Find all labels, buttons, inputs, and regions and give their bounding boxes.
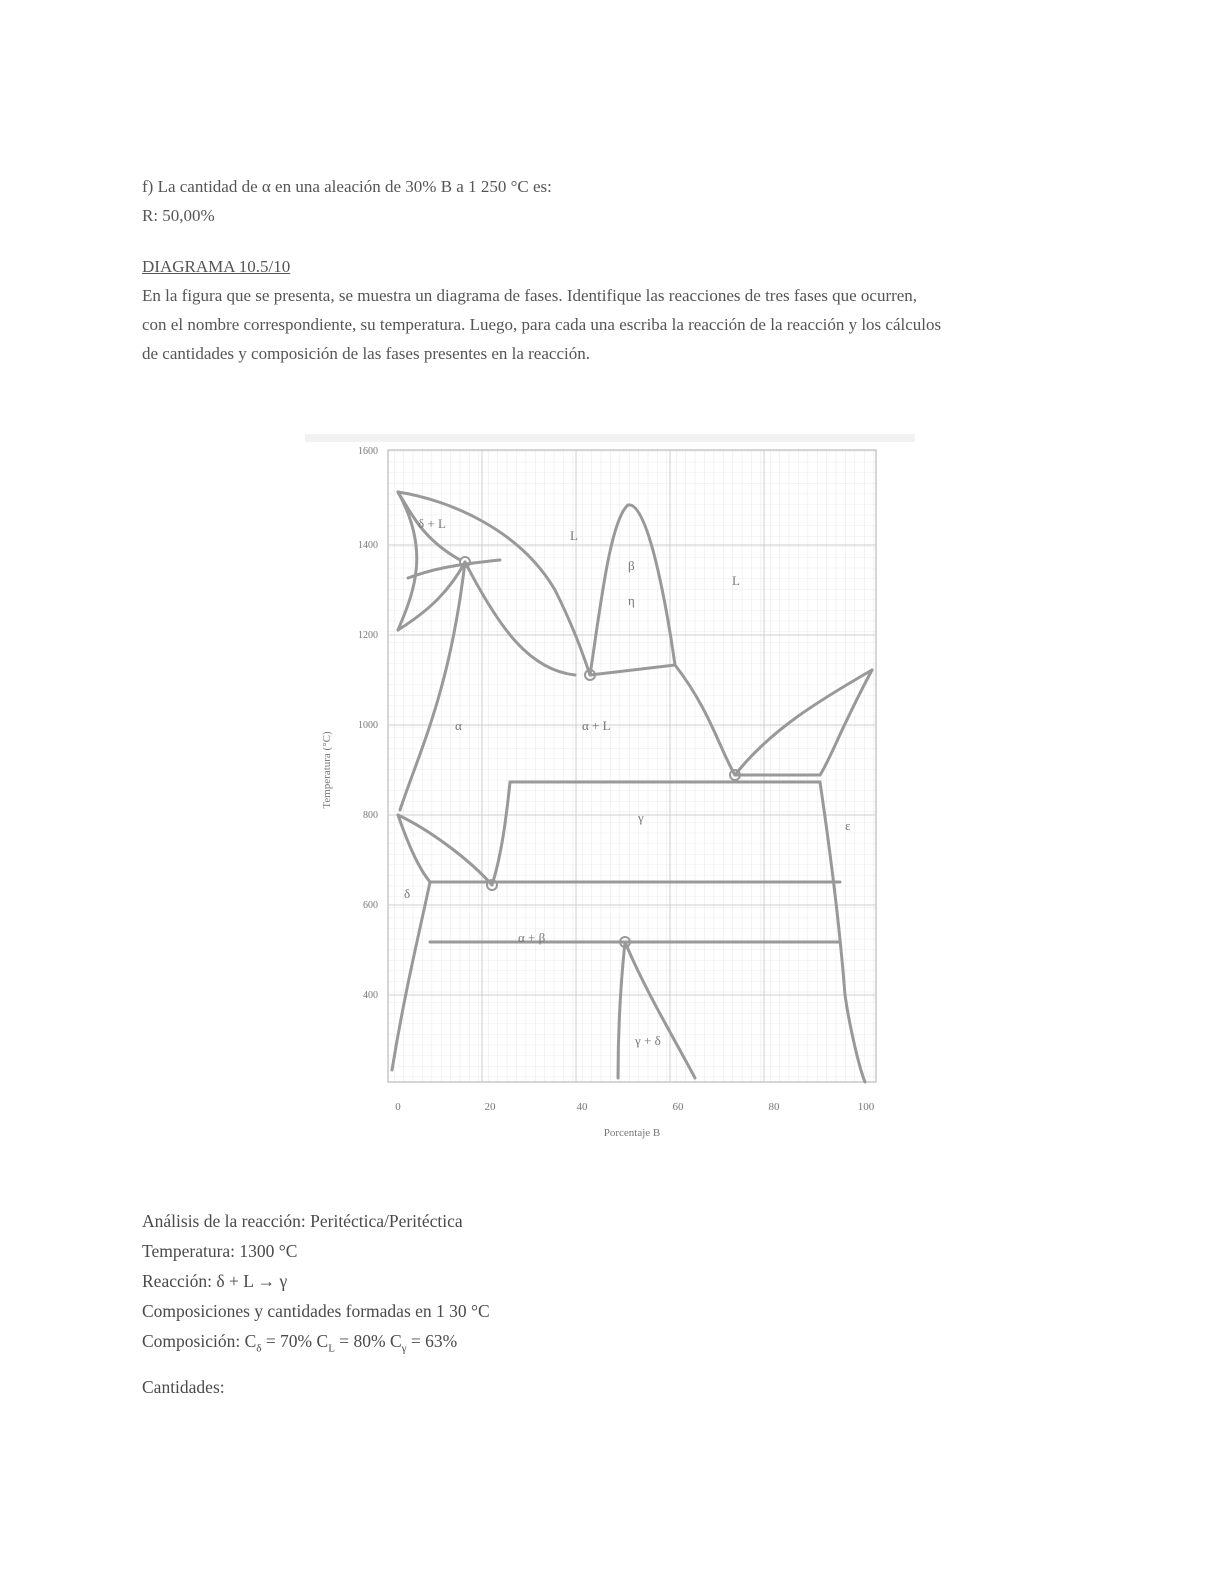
composition-l: = 80% C — [339, 1331, 402, 1351]
phase-label-alpha-beta: α + β — [518, 930, 546, 945]
question-line: f) La cantidad de α en una aleación de 30% B a 1 250 °C es: — [142, 177, 552, 196]
problem-body: En la figura que se presenta, se muestra un diagrama de fases. Identifique las reacciones de tres fases que ocurren, con el nombre correspondiente, su temperatura. Luego, para cada una escriba la reacción de la reacción y los cálculos de cantidades y composición de las fases presentes en la reacción. — [142, 286, 942, 363]
x-tick-40: 40 — [576, 1101, 588, 1113]
x-ticks — [395, 1101, 875, 1113]
y-tick-600: 600 — [363, 900, 378, 911]
x-tick-100: 100 — [857, 1101, 875, 1113]
sub-delta: δ — [256, 1342, 262, 1355]
x-tick-20: 20 — [484, 1101, 496, 1113]
analysis-line-2: Temperatura: 1300 °C — [142, 1241, 298, 1261]
composition-prefix: Composición: C — [142, 1331, 257, 1351]
phase-label-beta: β — [628, 558, 635, 573]
sub-l: L — [328, 1342, 335, 1355]
analysis-line-4: Composiciones y cantidades formadas en 1 30 °C — [142, 1301, 490, 1321]
y-tick-800: 800 — [363, 810, 378, 821]
analysis-line-6: Cantidades: — [142, 1376, 225, 1397]
phase-label-l-top: L — [570, 528, 578, 543]
phase-label-gamma: γ — [638, 810, 644, 825]
analysis-line-3: Reacción: δ + L → γ — [142, 1271, 288, 1291]
phase-label-delta: δ — [404, 886, 411, 901]
problem-title: DIAGRAMA 10.5/10 — [142, 257, 291, 276]
y-tick-400: 400 — [363, 990, 378, 1001]
answer-line: R: 50,00% — [142, 206, 215, 225]
phase-label-alpha-l: α + L — [582, 718, 611, 733]
y-tick-1400: 1400 — [358, 540, 378, 551]
header-block — [142, 172, 942, 368]
composition-delta: = 70% C — [265, 1331, 329, 1351]
analysis-line-1: Análisis de la reacción: Peritéctica/Peritéctica — [142, 1211, 463, 1231]
y-ticks — [358, 446, 378, 1001]
phase-diagram-svg — [300, 430, 920, 1150]
y-tick-1200: 1200 — [358, 630, 378, 641]
sub-gamma: γ — [401, 1342, 407, 1355]
x-tick-0: 0 — [395, 1101, 401, 1113]
phase-label-eps: ε — [845, 818, 851, 833]
phase-label-l-right: L — [732, 573, 740, 588]
y-axis-label: Temperatura (°C) — [321, 731, 333, 809]
phase-label-delta-l: δ + L — [418, 516, 446, 531]
analysis-block — [142, 1206, 942, 1402]
x-tick-80: 80 — [768, 1101, 780, 1113]
composition-gamma: = 63% — [410, 1331, 458, 1351]
y-tick-1000: 1000 — [358, 720, 378, 731]
analysis-line-5 — [142, 1326, 942, 1364]
y-tick-1600: 1600 — [358, 446, 378, 457]
phase-label-gamma-delta: γ + δ — [635, 1033, 661, 1048]
x-axis-label: Porcentaje B — [603, 1127, 661, 1139]
phase-diagram-figure — [300, 430, 920, 1150]
phase-label-beta-2: η — [628, 593, 635, 608]
x-tick-60: 60 — [672, 1101, 684, 1113]
phase-label-alpha: α — [455, 718, 462, 733]
